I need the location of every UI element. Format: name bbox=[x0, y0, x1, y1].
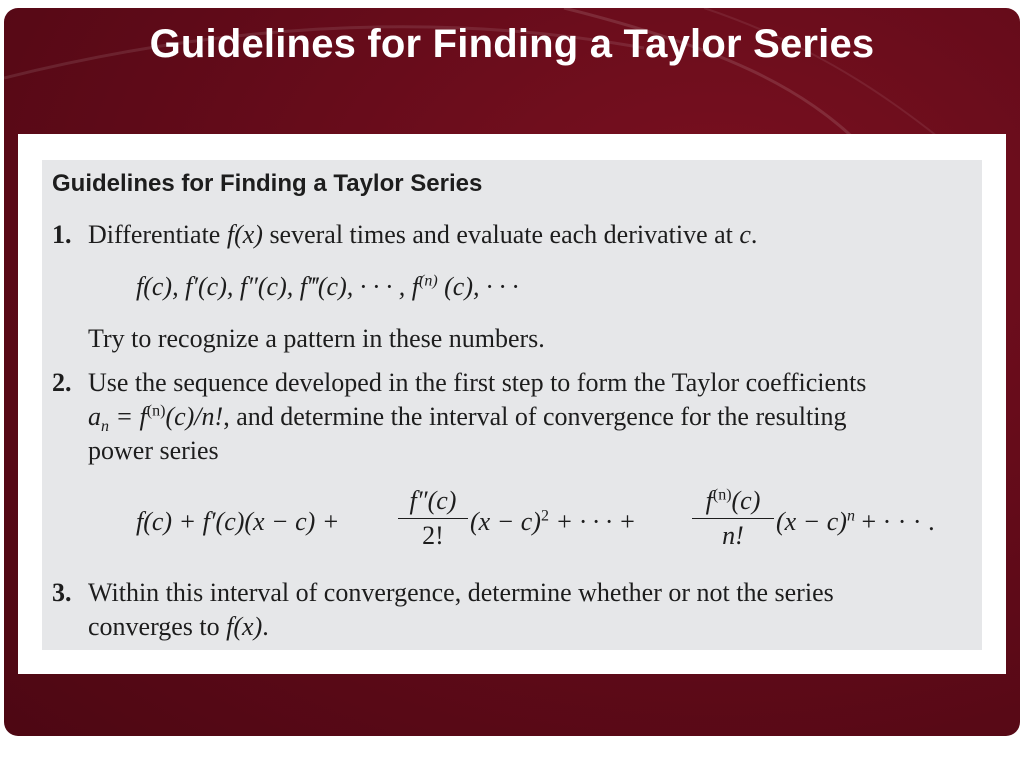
fraction-2-superscript: (n) bbox=[712, 486, 732, 504]
series-part-3: + · · · + bbox=[548, 507, 637, 536]
content-panel bbox=[18, 134, 1006, 674]
step-2-line-3: power series bbox=[88, 436, 219, 465]
fraction-second-derivative bbox=[398, 486, 468, 551]
coef-tail: (c)/n! bbox=[165, 402, 224, 431]
sequence-lead: f(c), f′(c), f″(c), f‴(c), · · · , f bbox=[136, 272, 419, 301]
fraction-2-bar bbox=[692, 518, 774, 519]
series-part-4 bbox=[776, 507, 935, 537]
guidelines-box bbox=[42, 160, 982, 650]
step-1-number: 1. bbox=[52, 220, 72, 249]
step-1-end: . bbox=[750, 220, 758, 249]
step-3-fx: f(x) bbox=[226, 612, 263, 641]
slide-title: Guidelines for Finding a Taylor Series bbox=[149, 22, 875, 66]
step-3-line-1: Within this interval of convergence, determine whether or not the series bbox=[88, 578, 834, 607]
sequence-superscript: (n) bbox=[418, 272, 438, 290]
fraction-2-denominator: n! bbox=[722, 521, 744, 550]
series-part-4-base: (x − c) bbox=[776, 507, 847, 536]
series-part-5: + · · · . bbox=[854, 507, 935, 536]
step-1-text-post: several times and evaluate each derivative at bbox=[269, 220, 733, 249]
coef-superscript: (n) bbox=[146, 402, 166, 420]
step-1-sequence bbox=[136, 272, 519, 302]
step-1-text bbox=[88, 220, 757, 250]
series-part-4-exponent: n bbox=[846, 507, 855, 525]
fraction-nth-derivative bbox=[692, 486, 774, 551]
step-1-note: Try to recognize a pattern in these numbers. bbox=[88, 324, 545, 353]
step-1-text-pre: Differentiate bbox=[88, 220, 221, 249]
step-2-line-2-rest: , and determine the interval of convergence for the resulting bbox=[223, 402, 847, 431]
box-heading: Guidelines for Finding a Taylor Series bbox=[52, 170, 483, 197]
coef-a: a bbox=[88, 402, 101, 431]
step-2-line-1: Use the sequence developed in the first step to form the Taylor coefficients bbox=[88, 368, 867, 397]
series-part-2-base: (x − c) bbox=[470, 507, 541, 536]
fraction-2-tail: (c) bbox=[731, 486, 761, 515]
step-3-end: . bbox=[262, 612, 269, 641]
fraction-2-numerator bbox=[692, 486, 774, 516]
step-1-fx: f(x) bbox=[226, 220, 263, 249]
step-2-number: 2. bbox=[52, 368, 72, 397]
series-part-2-exponent: 2 bbox=[540, 507, 549, 525]
coef-subscript: n bbox=[101, 418, 109, 436]
coef-eq: = f bbox=[109, 402, 147, 431]
slide bbox=[4, 8, 1020, 736]
step-3-number: 3. bbox=[52, 578, 72, 607]
step-3-line-2 bbox=[88, 612, 269, 642]
fraction-1-numerator: f″(c) bbox=[409, 486, 457, 515]
sequence-tail: (c), · · · bbox=[437, 272, 519, 301]
step-3-line-2-pre: converges to bbox=[88, 612, 220, 641]
fraction-1-denominator: 2! bbox=[422, 521, 444, 550]
step-1-c: c bbox=[739, 220, 751, 249]
step-2-line-2 bbox=[88, 402, 846, 436]
fraction-1-bar bbox=[398, 518, 468, 519]
fraction-2-f: f bbox=[705, 486, 713, 515]
series-part-1: f(c) + f′(c)(x − c) + bbox=[136, 507, 340, 536]
series-part-2 bbox=[470, 507, 636, 537]
